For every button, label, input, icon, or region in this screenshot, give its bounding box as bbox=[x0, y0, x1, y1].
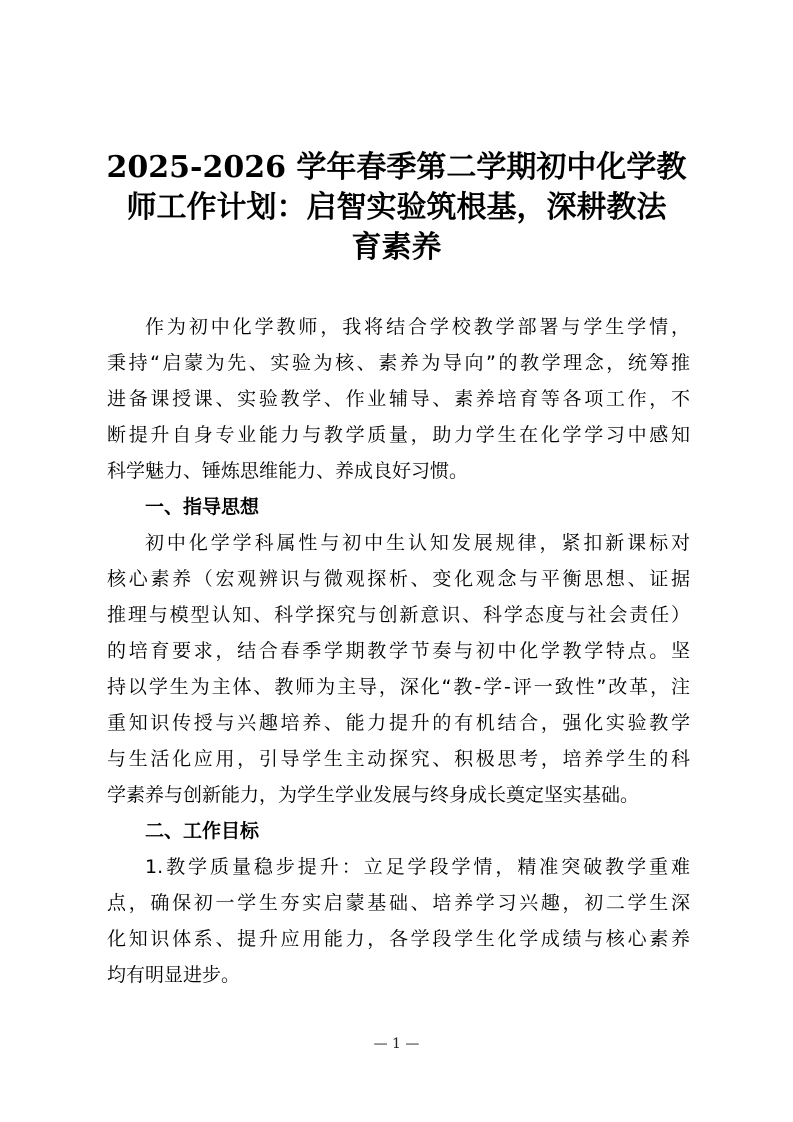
text-line: 均有明显进步。 bbox=[107, 964, 241, 986]
text-line: 1.教学质量稳步提升：立足学段学情，精准突破教学重难 bbox=[145, 856, 690, 878]
text-line: 的培育要求，结合春季学期教学节奏与初中化学教学特点。坚 bbox=[107, 640, 690, 662]
guiding-ideology-paragraph bbox=[107, 525, 690, 813]
document-body bbox=[107, 309, 690, 993]
section-heading-guiding-ideology: 一、指导思想 bbox=[145, 496, 260, 518]
text-line: 学素养与创新能力，为学生学业发展与终身成长奠定坚实基础。 bbox=[107, 784, 640, 806]
text-line: 持以学生为主体、教师为主导，深化“教-学-评一致性”改革，注 bbox=[107, 676, 690, 698]
text-line: 科学魅力、锤炼思维能力、养成良好习惯。 bbox=[107, 460, 469, 482]
title-line: 育素养 bbox=[351, 230, 442, 265]
text-line: 核心素养（宏观辨识与微观探析、变化观念与平衡思想、证据 bbox=[107, 568, 690, 590]
section-heading-work-goals: 二、工作目标 bbox=[145, 820, 260, 842]
work-goals-paragraph bbox=[107, 849, 690, 993]
text-line: 推理与模型认知、科学探究与创新意识、科学态度与社会责任） bbox=[107, 604, 690, 626]
text-line: 化知识体系、提升应用能力，各学段学生化学成绩与核心素养 bbox=[107, 928, 690, 950]
text-line: 点，确保初一学生夯实启蒙基础、培养学习兴趣，初二学生深 bbox=[107, 892, 690, 914]
text-line: 初中化学学科属性与初中生认知发展规律，紧扣新课标对 bbox=[145, 532, 690, 554]
title-line: 师工作计划：启智实验筑根基，深耕教法 bbox=[126, 190, 667, 225]
text-line: 与生活化应用，引导学生主动探究、积极思考，培养学生的科 bbox=[107, 748, 690, 770]
document-title bbox=[100, 148, 693, 268]
text-line: 秉持“启蒙为先、实验为核、素养为导向”的教学理念，统筹推 bbox=[107, 352, 690, 374]
title-line: 2025-2026 学年春季第二学期初中化学教 bbox=[106, 150, 687, 185]
text-line: 重知识传授与兴趣培养、能力提升的有机结合，强化实验教学 bbox=[107, 712, 690, 734]
page-number: — 1 — bbox=[373, 1036, 420, 1052]
text-line: 进备课授课、实验教学、作业辅导、素养培育等各项工作，不 bbox=[107, 388, 690, 410]
intro-paragraph bbox=[107, 309, 690, 489]
text-line: 断提升自身专业能力与教学质量，助力学生在化学学习中感知 bbox=[107, 424, 690, 446]
text-line: 作为初中化学教师，我将结合学校教学部署与学生学情， bbox=[145, 316, 690, 338]
